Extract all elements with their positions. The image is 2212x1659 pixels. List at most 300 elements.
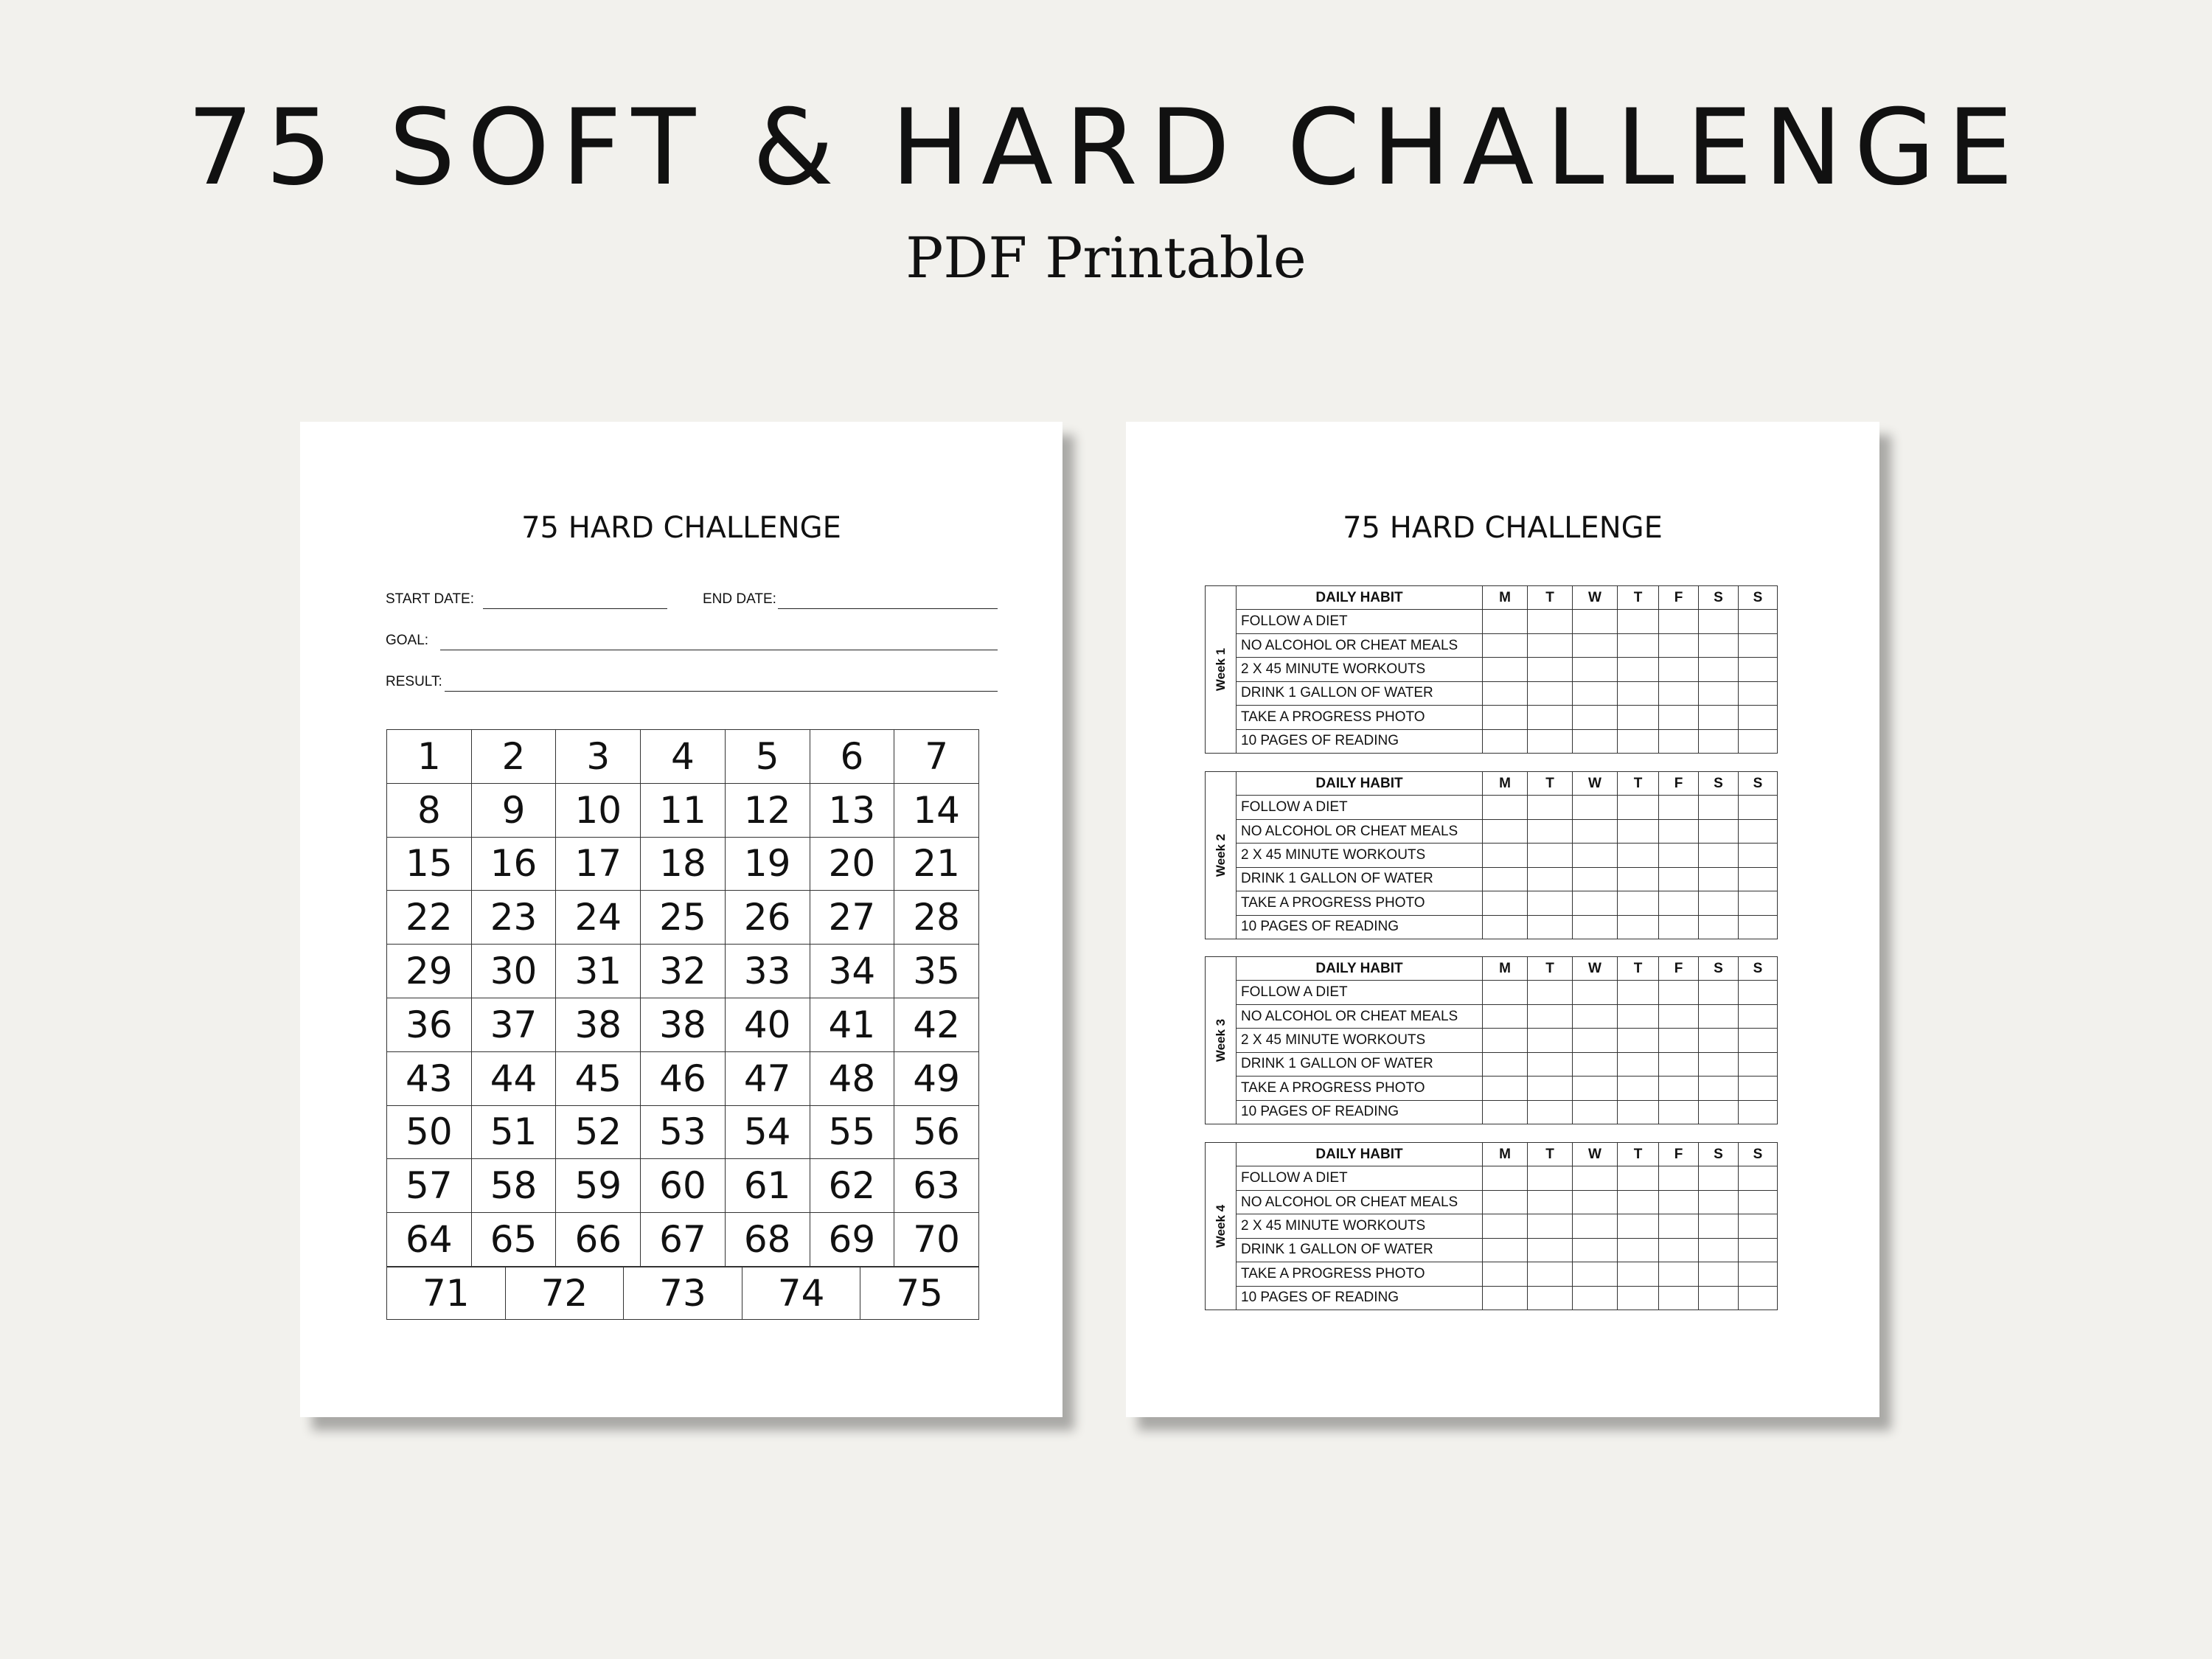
week-block <box>1205 956 1777 1124</box>
habit-check-cell[interactable] <box>1659 1238 1699 1262</box>
habit-check-cell[interactable] <box>1573 729 1618 753</box>
habit-row <box>1237 1190 1778 1214</box>
habit-check-cell[interactable] <box>1739 1286 1778 1310</box>
day-cell[interactable]: 21 <box>894 837 979 891</box>
day-cell[interactable]: 62 <box>810 1159 894 1213</box>
habit-check-cell[interactable] <box>1573 1029 1618 1052</box>
habit-check-cell[interactable] <box>1483 633 1528 657</box>
habit-row <box>1237 915 1778 939</box>
habit-check-cell[interactable] <box>1659 658 1699 681</box>
day-cell[interactable]: 48 <box>810 1051 894 1105</box>
day-cell[interactable]: 27 <box>810 891 894 945</box>
habit-row <box>1237 1052 1778 1076</box>
day-cell[interactable]: 28 <box>894 891 979 945</box>
habit-check-cell[interactable] <box>1618 844 1659 867</box>
habit-check-cell[interactable] <box>1618 1100 1659 1124</box>
habit-check-cell[interactable] <box>1739 1190 1778 1214</box>
day-cell[interactable]: 66 <box>556 1213 641 1267</box>
habit-check-cell[interactable] <box>1699 981 1739 1004</box>
day-cell[interactable]: 19 <box>725 837 810 891</box>
habit-check-cell[interactable] <box>1618 1238 1659 1262</box>
habit-label: DRINK 1 GALLON OF WATER <box>1237 1052 1483 1076</box>
habit-check-cell[interactable] <box>1659 1214 1699 1238</box>
habit-check-cell[interactable] <box>1699 1077 1739 1100</box>
day-cell[interactable]: 55 <box>810 1105 894 1159</box>
habit-check-cell[interactable] <box>1618 610 1659 633</box>
habit-check-cell[interactable] <box>1528 1100 1573 1124</box>
habit-check-cell[interactable] <box>1528 610 1573 633</box>
day-cell[interactable]: 61 <box>725 1159 810 1213</box>
habit-check-cell[interactable] <box>1483 729 1528 753</box>
result-label: RESULT: <box>386 674 442 689</box>
habit-check-cell[interactable] <box>1483 844 1528 867</box>
habit-check-cell[interactable] <box>1699 1262 1739 1286</box>
habit-check-cell[interactable] <box>1618 658 1659 681</box>
habit-row <box>1237 706 1778 729</box>
day-header: T <box>1528 957 1573 981</box>
habit-check-cell[interactable] <box>1528 1077 1573 1100</box>
habit-check-cell[interactable] <box>1739 1100 1778 1124</box>
day-cell[interactable]: 72 <box>505 1267 624 1320</box>
habit-check-cell[interactable] <box>1528 1052 1573 1076</box>
day-cell[interactable]: 2 <box>471 730 556 784</box>
day-header: T <box>1618 586 1659 610</box>
habit-check-cell[interactable] <box>1739 1029 1778 1052</box>
habit-check-cell[interactable] <box>1659 1190 1699 1214</box>
day-cell[interactable]: 15 <box>387 837 472 891</box>
day-cell[interactable]: 52 <box>556 1105 641 1159</box>
habit-check-cell[interactable] <box>1739 867 1778 891</box>
day-cell[interactable]: 58 <box>471 1159 556 1213</box>
day-cell[interactable]: 44 <box>471 1051 556 1105</box>
habit-check-cell[interactable] <box>1659 1100 1699 1124</box>
habit-check-cell[interactable] <box>1483 706 1528 729</box>
habit-check-cell[interactable] <box>1739 1262 1778 1286</box>
habit-check-cell[interactable] <box>1618 981 1659 1004</box>
habit-check-cell[interactable] <box>1618 1029 1659 1052</box>
habit-check-cell[interactable] <box>1739 1077 1778 1100</box>
habit-check-cell[interactable] <box>1618 681 1659 705</box>
week-label-box <box>1205 1142 1236 1310</box>
hero-title: 75 SOFT & HARD CHALLENGE <box>187 87 2025 209</box>
habit-label: 2 X 45 MINUTE WORKOUTS <box>1237 1214 1483 1238</box>
habit-check-cell[interactable] <box>1739 844 1778 867</box>
habit-check-cell[interactable] <box>1528 658 1573 681</box>
habit-label: FOLLOW A DIET <box>1237 610 1483 633</box>
day-cell[interactable]: 35 <box>894 945 979 998</box>
habit-label: 2 X 45 MINUTE WORKOUTS <box>1237 658 1483 681</box>
day-cell[interactable]: 6 <box>810 730 894 784</box>
habit-check-cell[interactable] <box>1739 796 1778 819</box>
habit-check-cell[interactable] <box>1483 915 1528 939</box>
day-cell[interactable]: 54 <box>725 1105 810 1159</box>
habit-check-cell[interactable] <box>1659 1029 1699 1052</box>
habit-check-cell[interactable] <box>1483 1262 1528 1286</box>
day-cell[interactable]: 33 <box>725 945 810 998</box>
habit-check-cell[interactable] <box>1659 891 1699 915</box>
habit-check-cell[interactable] <box>1659 729 1699 753</box>
habit-check-cell[interactable] <box>1659 1077 1699 1100</box>
habit-check-cell[interactable] <box>1528 1029 1573 1052</box>
habit-check-cell[interactable] <box>1573 867 1618 891</box>
day-cell[interactable]: 24 <box>556 891 641 945</box>
habit-check-cell[interactable] <box>1739 658 1778 681</box>
day-cell[interactable]: 73 <box>624 1267 742 1320</box>
day-cell[interactable]: 25 <box>641 891 726 945</box>
habit-check-cell[interactable] <box>1739 633 1778 657</box>
habit-check-cell[interactable] <box>1483 891 1528 915</box>
habit-row <box>1237 1238 1778 1262</box>
habit-check-cell[interactable] <box>1699 681 1739 705</box>
day-cell[interactable]: 3 <box>556 730 641 784</box>
day-cell[interactable]: 23 <box>471 891 556 945</box>
habit-check-cell[interactable] <box>1659 681 1699 705</box>
habit-check-cell[interactable] <box>1483 1100 1528 1124</box>
habit-check-cell[interactable] <box>1573 706 1618 729</box>
habit-check-cell[interactable] <box>1659 915 1699 939</box>
habit-check-cell[interactable] <box>1659 796 1699 819</box>
day-cell[interactable]: 1 <box>387 730 472 784</box>
day-cell[interactable]: 56 <box>894 1105 979 1159</box>
habit-check-cell[interactable] <box>1739 819 1778 843</box>
habit-check-cell[interactable] <box>1699 706 1739 729</box>
day-cell[interactable]: 47 <box>725 1051 810 1105</box>
habit-row <box>1237 1100 1778 1124</box>
day-cell[interactable]: 63 <box>894 1159 979 1213</box>
habit-check-cell[interactable] <box>1618 1190 1659 1214</box>
habit-check-cell[interactable] <box>1483 1052 1528 1076</box>
habit-check-cell[interactable] <box>1573 819 1618 843</box>
habit-check-cell[interactable] <box>1618 891 1659 915</box>
habit-check-cell[interactable] <box>1699 1190 1739 1214</box>
end-date-field[interactable] <box>703 588 998 609</box>
habit-check-cell[interactable] <box>1573 1077 1618 1100</box>
day-cell[interactable]: 70 <box>894 1213 979 1267</box>
habit-check-cell[interactable] <box>1659 633 1699 657</box>
habit-check-cell[interactable] <box>1528 1238 1573 1262</box>
habit-check-cell[interactable] <box>1659 819 1699 843</box>
habit-check-cell[interactable] <box>1528 1190 1573 1214</box>
habit-check-cell[interactable] <box>1573 1052 1618 1076</box>
day-cell[interactable]: 32 <box>641 945 726 998</box>
day-cell[interactable]: 46 <box>641 1051 726 1105</box>
habit-check-cell[interactable] <box>1573 633 1618 657</box>
habit-label: NO ALCOHOL OR CHEAT MEALS <box>1237 819 1483 843</box>
day-cell[interactable]: 69 <box>810 1213 894 1267</box>
habit-check-cell[interactable] <box>1699 891 1739 915</box>
day-cell[interactable]: 22 <box>387 891 472 945</box>
habit-check-cell[interactable] <box>1739 1214 1778 1238</box>
day-header: T <box>1618 1143 1659 1166</box>
day-cell[interactable]: 5 <box>725 730 810 784</box>
day-header: T <box>1528 1143 1573 1166</box>
habit-check-cell[interactable] <box>1699 796 1739 819</box>
day-cell[interactable]: 38 <box>556 998 641 1051</box>
habit-check-cell[interactable] <box>1618 1262 1659 1286</box>
habit-check-cell[interactable] <box>1699 1214 1739 1238</box>
habit-check-cell[interactable] <box>1528 1286 1573 1310</box>
habit-check-cell[interactable] <box>1699 1100 1739 1124</box>
habit-check-cell[interactable] <box>1573 1214 1618 1238</box>
habit-check-cell[interactable] <box>1573 681 1618 705</box>
start-date-line <box>483 608 667 609</box>
habit-check-cell[interactable] <box>1618 819 1659 843</box>
habit-check-cell[interactable] <box>1618 915 1659 939</box>
habit-check-cell[interactable] <box>1739 981 1778 1004</box>
day-cell[interactable]: 31 <box>556 945 641 998</box>
day-cell[interactable]: 65 <box>471 1213 556 1267</box>
day-cell[interactable]: 29 <box>387 945 472 998</box>
day-cell[interactable]: 12 <box>725 783 810 837</box>
habit-check-cell[interactable] <box>1618 706 1659 729</box>
habit-check-cell[interactable] <box>1699 610 1739 633</box>
habit-row <box>1237 633 1778 657</box>
habit-check-cell[interactable] <box>1659 1262 1699 1286</box>
habit-check-cell[interactable] <box>1573 1166 1618 1190</box>
day-header: M <box>1483 1143 1528 1166</box>
day-cell[interactable]: 18 <box>641 837 726 891</box>
habit-check-cell[interactable] <box>1573 796 1618 819</box>
habit-check-cell[interactable] <box>1573 1262 1618 1286</box>
day-cell[interactable]: 74 <box>742 1267 860 1320</box>
habit-check-cell[interactable] <box>1483 1238 1528 1262</box>
habit-check-cell[interactable] <box>1699 844 1739 867</box>
habit-check-cell[interactable] <box>1699 915 1739 939</box>
day-cell[interactable]: 53 <box>641 1105 726 1159</box>
day-cell[interactable]: 64 <box>387 1213 472 1267</box>
habit-check-cell[interactable] <box>1699 1286 1739 1310</box>
habit-row <box>1237 1166 1778 1190</box>
day-cell[interactable]: 42 <box>894 998 979 1051</box>
habit-check-cell[interactable] <box>1528 1004 1573 1028</box>
day-cell[interactable]: 38 <box>641 998 726 1051</box>
day-cell[interactable]: 7 <box>894 730 979 784</box>
habit-check-cell[interactable] <box>1699 867 1739 891</box>
habit-check-cell[interactable] <box>1618 1004 1659 1028</box>
habit-check-cell[interactable] <box>1573 915 1618 939</box>
habit-check-cell[interactable] <box>1659 1004 1699 1028</box>
habit-check-cell[interactable] <box>1618 1286 1659 1310</box>
habit-check-cell[interactable] <box>1528 819 1573 843</box>
habit-check-cell[interactable] <box>1659 1166 1699 1190</box>
challenge-tracker-sheet <box>300 422 1062 1417</box>
habit-check-cell[interactable] <box>1528 1166 1573 1190</box>
habit-check-cell[interactable] <box>1573 1238 1618 1262</box>
habit-check-cell[interactable] <box>1659 844 1699 867</box>
habit-check-cell[interactable] <box>1573 981 1618 1004</box>
habit-check-cell[interactable] <box>1528 1262 1573 1286</box>
day-cell[interactable]: 11 <box>641 783 726 837</box>
goal-label: GOAL: <box>386 633 429 648</box>
habit-check-cell[interactable] <box>1699 1004 1739 1028</box>
habit-check-cell[interactable] <box>1483 1166 1528 1190</box>
day-header: W <box>1573 1143 1618 1166</box>
day-cell[interactable]: 67 <box>641 1213 726 1267</box>
habit-check-cell[interactable] <box>1739 1052 1778 1076</box>
day-cell[interactable]: 50 <box>387 1105 472 1159</box>
day-cell[interactable]: 49 <box>894 1051 979 1105</box>
habit-check-cell[interactable] <box>1739 1004 1778 1028</box>
day-cell[interactable]: 43 <box>387 1051 472 1105</box>
week-block <box>1205 771 1777 939</box>
habit-check-cell[interactable] <box>1618 867 1659 891</box>
habit-check-cell[interactable] <box>1699 633 1739 657</box>
day-cell[interactable]: 30 <box>471 945 556 998</box>
habit-row <box>1237 1262 1778 1286</box>
day-cell[interactable]: 71 <box>387 1267 506 1320</box>
habit-check-cell[interactable] <box>1739 1238 1778 1262</box>
habit-check-cell[interactable] <box>1573 1286 1618 1310</box>
habit-check-cell[interactable] <box>1659 867 1699 891</box>
habit-check-cell[interactable] <box>1739 706 1778 729</box>
habit-check-cell[interactable] <box>1659 981 1699 1004</box>
day-header: F <box>1659 1143 1699 1166</box>
day-cell[interactable]: 14 <box>894 783 979 837</box>
habit-check-cell[interactable] <box>1528 981 1573 1004</box>
habit-row <box>1237 891 1778 915</box>
day-cell[interactable]: 41 <box>810 998 894 1051</box>
day-cell[interactable]: 51 <box>471 1105 556 1159</box>
habit-check-cell[interactable] <box>1659 610 1699 633</box>
habit-label: NO ALCOHOL OR CHEAT MEALS <box>1237 1190 1483 1214</box>
habit-check-cell[interactable] <box>1483 981 1528 1004</box>
habit-check-cell[interactable] <box>1618 729 1659 753</box>
day-header: W <box>1573 586 1618 610</box>
habit-check-cell[interactable] <box>1573 1100 1618 1124</box>
habit-check-cell[interactable] <box>1618 1077 1659 1100</box>
habit-row <box>1237 729 1778 753</box>
habit-check-cell[interactable] <box>1483 1029 1528 1052</box>
habit-check-cell[interactable] <box>1618 796 1659 819</box>
day-cell[interactable]: 36 <box>387 998 472 1051</box>
habit-check-cell[interactable] <box>1528 633 1573 657</box>
habit-check-cell[interactable] <box>1618 1052 1659 1076</box>
day-cell[interactable]: 45 <box>556 1051 641 1105</box>
habit-check-cell[interactable] <box>1483 1077 1528 1100</box>
goal-field[interactable] <box>386 630 998 650</box>
day-row <box>387 783 979 837</box>
day-cell[interactable]: 59 <box>556 1159 641 1213</box>
day-cell[interactable]: 57 <box>387 1159 472 1213</box>
habit-check-cell[interactable] <box>1739 1166 1778 1190</box>
habit-header-row <box>1237 1143 1778 1166</box>
day-cell[interactable]: 13 <box>810 783 894 837</box>
habit-check-cell[interactable] <box>1739 891 1778 915</box>
day-cell[interactable]: 26 <box>725 891 810 945</box>
day-row <box>387 1105 979 1159</box>
habit-check-cell[interactable] <box>1573 1004 1618 1028</box>
habit-check-cell[interactable] <box>1483 681 1528 705</box>
habit-check-cell[interactable] <box>1528 915 1573 939</box>
habit-label: TAKE A PROGRESS PHOTO <box>1237 1077 1483 1100</box>
result-field[interactable] <box>386 671 998 692</box>
habit-check-cell[interactable] <box>1618 1166 1659 1190</box>
day-cell[interactable]: 34 <box>810 945 894 998</box>
day-cell[interactable]: 9 <box>471 783 556 837</box>
day-header: F <box>1659 957 1699 981</box>
habit-check-cell[interactable] <box>1699 1029 1739 1052</box>
habit-check-cell[interactable] <box>1573 1190 1618 1214</box>
habit-check-cell[interactable] <box>1483 658 1528 681</box>
habit-check-cell[interactable] <box>1573 891 1618 915</box>
habit-check-cell[interactable] <box>1739 729 1778 753</box>
day-cell[interactable]: 68 <box>725 1213 810 1267</box>
day-cell[interactable]: 8 <box>387 783 472 837</box>
habit-check-cell[interactable] <box>1528 706 1573 729</box>
day-header: S <box>1739 1143 1778 1166</box>
hero-subtitle: PDF Printable <box>905 225 1307 291</box>
habit-check-cell[interactable] <box>1699 1166 1739 1190</box>
habit-row <box>1237 796 1778 819</box>
day-cell[interactable]: 40 <box>725 998 810 1051</box>
habit-check-cell[interactable] <box>1699 819 1739 843</box>
day-cell[interactable]: 10 <box>556 783 641 837</box>
habit-check-cell[interactable] <box>1699 1238 1739 1262</box>
habit-check-cell[interactable] <box>1659 1052 1699 1076</box>
habit-row <box>1237 1004 1778 1028</box>
habit-table <box>1236 771 1778 939</box>
habit-check-cell[interactable] <box>1528 1214 1573 1238</box>
habit-check-cell[interactable] <box>1528 867 1573 891</box>
habit-check-cell[interactable] <box>1739 681 1778 705</box>
habit-check-cell[interactable] <box>1483 796 1528 819</box>
habit-check-cell[interactable] <box>1483 819 1528 843</box>
habit-check-cell[interactable] <box>1528 796 1573 819</box>
day-header: S <box>1699 586 1739 610</box>
habit-check-cell[interactable] <box>1659 1286 1699 1310</box>
habit-check-cell[interactable] <box>1483 1190 1528 1214</box>
habit-check-cell[interactable] <box>1659 706 1699 729</box>
habit-check-cell[interactable] <box>1573 658 1618 681</box>
day-cell[interactable]: 16 <box>471 837 556 891</box>
week-label-box <box>1205 771 1236 939</box>
day-cell[interactable]: 75 <box>860 1267 979 1320</box>
day-row <box>387 730 979 784</box>
habit-check-cell[interactable] <box>1528 681 1573 705</box>
end-date-line <box>778 608 998 609</box>
habit-check-cell[interactable] <box>1573 610 1618 633</box>
habit-label: 10 PAGES OF READING <box>1237 1286 1483 1310</box>
day-cell[interactable]: 4 <box>641 730 726 784</box>
day-cell[interactable]: 60 <box>641 1159 726 1213</box>
start-date-field[interactable] <box>386 588 667 609</box>
habit-check-cell[interactable] <box>1699 1052 1739 1076</box>
habit-check-cell[interactable] <box>1528 844 1573 867</box>
habit-check-cell[interactable] <box>1573 844 1618 867</box>
day-cell[interactable]: 17 <box>556 837 641 891</box>
habit-check-cell[interactable] <box>1483 867 1528 891</box>
habit-check-cell[interactable] <box>1528 891 1573 915</box>
day-cell[interactable]: 37 <box>471 998 556 1051</box>
habit-check-cell[interactable] <box>1483 1214 1528 1238</box>
habit-label: 10 PAGES OF READING <box>1237 729 1483 753</box>
habit-check-cell[interactable] <box>1483 610 1528 633</box>
habit-check-cell[interactable] <box>1699 658 1739 681</box>
day-cell[interactable]: 20 <box>810 837 894 891</box>
habit-check-cell[interactable] <box>1483 1286 1528 1310</box>
habit-check-cell[interactable] <box>1483 1004 1528 1028</box>
habit-check-cell[interactable] <box>1528 729 1573 753</box>
habit-check-cell[interactable] <box>1699 729 1739 753</box>
habit-check-cell[interactable] <box>1618 1214 1659 1238</box>
day-header: M <box>1483 957 1528 981</box>
daily-habit-header: DAILY HABIT <box>1237 1143 1483 1166</box>
habit-header-row <box>1237 957 1778 981</box>
habit-check-cell[interactable] <box>1739 610 1778 633</box>
habit-check-cell[interactable] <box>1618 633 1659 657</box>
habit-check-cell[interactable] <box>1739 915 1778 939</box>
day-header: T <box>1528 586 1573 610</box>
